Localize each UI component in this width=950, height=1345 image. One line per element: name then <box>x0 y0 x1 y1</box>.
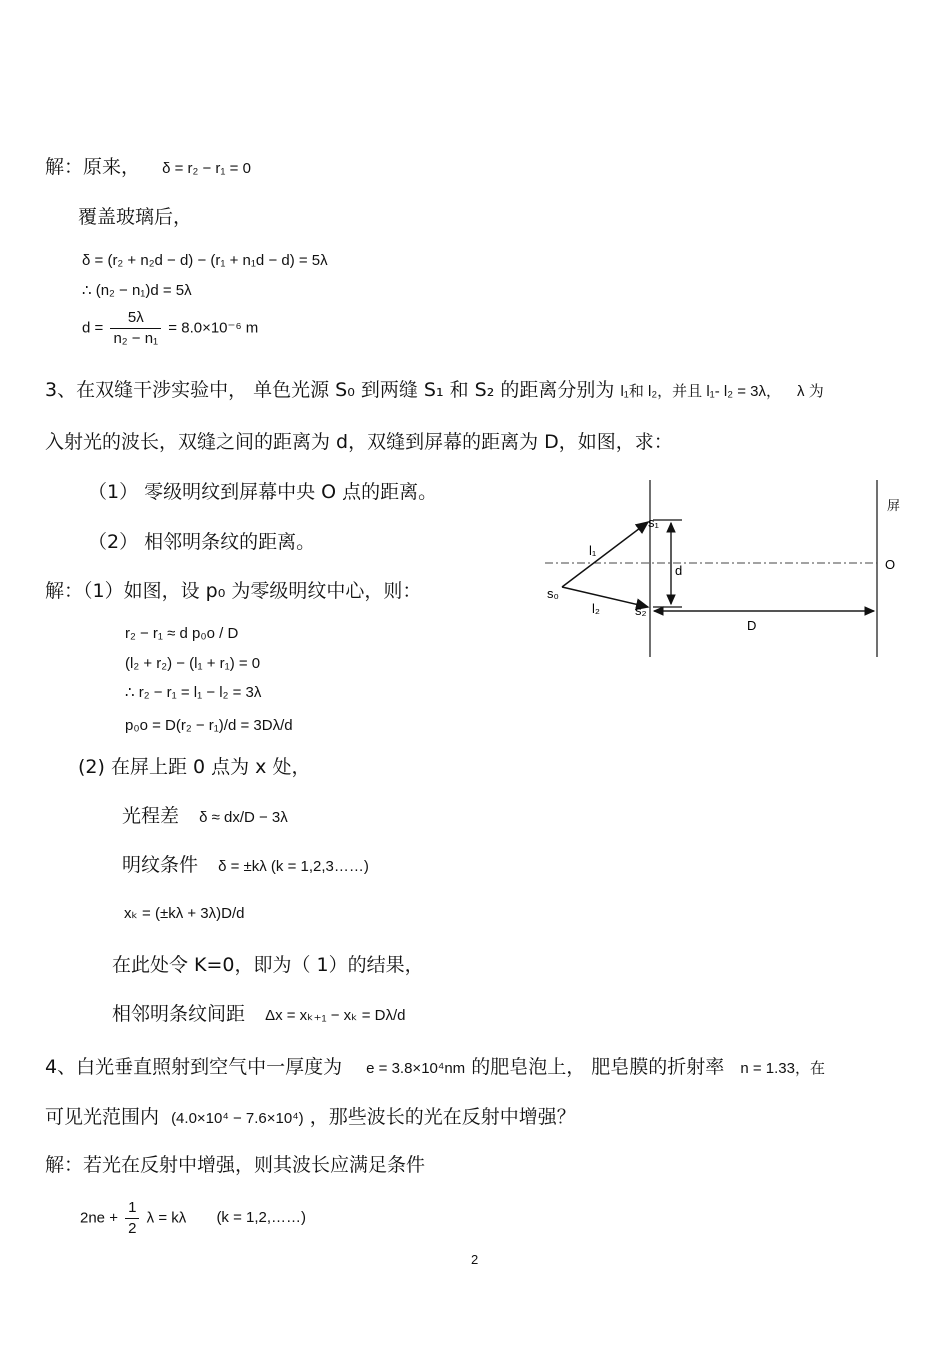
solution-3-part-2: (2) 在屏上距 0 点为 x 处， <box>78 756 311 778</box>
d-label: d <box>675 563 683 578</box>
delta-zero-equation: δ = r₂ − r₁ = 0 <box>162 160 251 177</box>
half-fraction <box>125 1198 139 1239</box>
q4-text-c: 的肥皂泡上， 肥皂膜的折射率 <box>471 1056 725 1078</box>
q3-text-a: 3、在双缝干涉实验中， 单色光源 S₀ 到两缝 S₁ 和 S₂ 的距离分别为 <box>45 379 615 401</box>
bright-condition-line <box>122 853 369 879</box>
d-result-equation <box>82 308 258 349</box>
D-label: D <box>747 618 757 633</box>
bright-condition-label: 明纹条件 <box>122 854 199 876</box>
fraction-numerator: 5λ <box>110 308 161 329</box>
solution-3-eq-4: p₀o = D(r₂ − r₁)/d = 3Dλ/d <box>125 717 293 734</box>
optical-path-equation: δ ≈ dx/D − 3λ <box>199 809 288 826</box>
d-lhs: d = <box>82 319 104 337</box>
solution-3-eq-3: ∴ r₂ − r₁ = l₁ − l₂ = 3λ <box>125 684 262 701</box>
k-zero-text: 在此处令 K=0，即为（ 1）的结果， <box>112 954 424 976</box>
l2-label: l₂ <box>592 601 600 616</box>
page-number: 2 <box>471 1252 479 1267</box>
question-3-item-1: （1） 零级明纹到屏幕中央 O 点的距离。 <box>88 481 438 503</box>
fraction-denominator: n₂ − n₁ <box>113 330 159 347</box>
after-glass-text: 覆盖玻璃后， <box>78 206 193 228</box>
solution-3-eq-2: (l₂ + r₂) − (l₁ + r₁) = 0 <box>125 655 261 672</box>
s1-label: s₁ <box>648 515 659 530</box>
q3-lambda: λ 为 <box>797 383 824 400</box>
s0-label: s₀ <box>547 586 559 601</box>
optical-path-line <box>122 804 288 830</box>
delta-glass-equation: δ = (r₂ + n₂d − d) − (r₁ + n₁d − d) = 5λ <box>82 252 328 269</box>
question-4-line-1 <box>45 1055 825 1081</box>
s2-label: s₂ <box>635 603 647 618</box>
q4-index: n = 1.33，在 <box>740 1060 825 1077</box>
solution-original <box>45 155 251 181</box>
q4-thickness: e = 3.8×10⁴nm <box>366 1060 466 1077</box>
solution-3-intro: 解：（1）如图，设 p₀ 为零级明纹中心，则： <box>45 580 422 602</box>
solution-3-eq-1: r₂ − r₁ ≈ d p₀o / D <box>125 625 239 642</box>
eq-condition: (k = 1,2,……) <box>216 1209 307 1227</box>
therefore-equation: ∴ (n₂ − n₁)d = 5λ <box>82 282 192 299</box>
q4-range: (4.0×10⁴ − 7.6×10⁴) <box>171 1110 304 1127</box>
q3-condition: l₁和 l₂，并且 l₁- l₂ = 3λ， <box>620 383 781 400</box>
question-3-line-1 <box>45 378 824 404</box>
solution-4-equation <box>80 1198 306 1239</box>
question-3-line-2: 入射光的波长，双缝之间的距离为 d，双缝到屏幕的距离为 D，如图，求： <box>45 431 673 453</box>
l1-label: l₁ <box>589 543 597 558</box>
fringe-spacing-equation: Δx = xₖ₊₁ − xₖ = Dλ/d <box>265 1007 406 1024</box>
question-4-line-2 <box>45 1105 576 1131</box>
fringe-spacing-line <box>112 1002 405 1028</box>
q4-text-2c: ，那些波长的光在反射中增强？ <box>309 1106 576 1128</box>
l1-ray <box>562 522 648 587</box>
q4-text-a: 4、白光垂直照射到空气中一厚度为 <box>45 1056 343 1078</box>
solution-4-intro: 解：若光在反射中增强，则其波长应满足条件 <box>45 1154 426 1176</box>
o-label: O <box>885 557 896 572</box>
half-denominator: 2 <box>128 1220 137 1237</box>
eq-rhs: λ = kλ <box>146 1209 187 1227</box>
d-rhs: = 8.0×10⁻⁶ m <box>168 319 259 337</box>
fraction <box>110 308 161 349</box>
half-numerator: 1 <box>125 1198 139 1219</box>
screen-label: 屏 <box>887 499 901 514</box>
fringe-spacing-label: 相邻明条纹间距 <box>112 1003 246 1025</box>
xk-equation: xₖ = (±kλ + 3λ)D/d <box>124 905 245 922</box>
q4-text-2a: 可见光范围内 <box>45 1106 160 1128</box>
bright-condition-equation: δ = ±kλ (k = 1,2,3……) <box>218 858 369 875</box>
double-slit-diagram <box>535 475 915 665</box>
eq-lhs: 2ne + <box>80 1209 118 1227</box>
solution-label: 解：原来， <box>45 156 141 178</box>
question-3-item-2: （2） 相邻明条纹的距离。 <box>88 531 316 553</box>
optical-path-label: 光程差 <box>122 805 180 827</box>
